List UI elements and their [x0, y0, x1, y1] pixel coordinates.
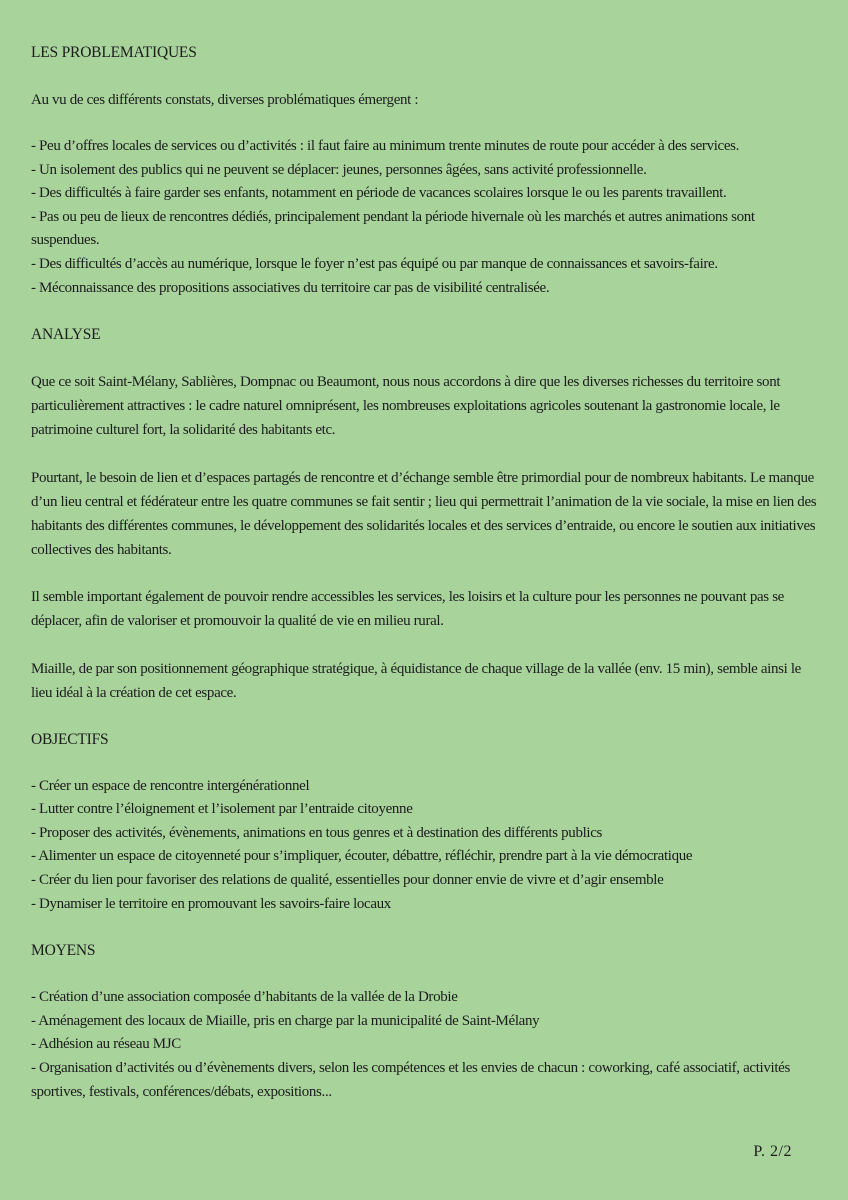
list-item: - Aménagement des locaux de Miaille, pris en charge par la municipalité de Saint-Mélany	[31, 1012, 540, 1029]
analyse-paragraph: Miaille, de par son positionnement géographique stratégique, à équidistance de chaque village de la vallée (env. 15 min), semble ainsi le lieu idéal à la création de cet espace.	[31, 660, 801, 701]
page-number: P. 2/2	[753, 1143, 792, 1160]
list-item: - Création d’une association composée d’habitants de la vallée de la Drobie	[31, 989, 458, 1006]
objectifs-list	[31, 775, 820, 917]
analyse-paragraph: Que ce soit Saint-Mélany, Sablières, Dompnac ou Beaumont, nous nous accordons à dire que les diverses richesses du territoire sont particulièrement attractives : le cadre naturel omniprésent, les nombreuses exploitations agricoles soutenant la gastronomie locale, le patrimoine culturel fort, la solidarité des habitants etc.	[31, 374, 781, 439]
list-item: - Un isolement des publics qui ne peuvent se déplacer: jeunes, personnes âgées, sans activité professionnelle.	[31, 161, 647, 178]
section-title-analyse: ANALYSE	[31, 326, 101, 344]
analyse-paragraph: Pourtant, le besoin de lien et d’espaces partagés de rencontre et d’échange semble être primordial pour de nombreux habitants. Le manque d’un lieu central et fédérateur entre les quatre communes se fait sentir ; lieu qui permettrait l’animation de la vie sociale, la mise en lien des habitants des différentes communes, le développement des solidarités locales et des services d’entraide, ou encore le soutien aux initiatives collectives des habitants.	[31, 469, 817, 558]
list-item: - Peu d’offres locales de services ou d’activités : il faut faire au minimum trente minutes de route pour accéder à des services.	[31, 138, 740, 154]
section-title-problematiques: LES PROBLEMATIQUES	[31, 44, 197, 61]
problematiques-intro: Au vu de ces différents constats, diverses problématiques émergent :	[31, 92, 419, 108]
list-item: - Créer du lien pour favoriser des relations de qualité, essentielles pour donner envie de vivre et d’agir ensemble	[31, 872, 664, 889]
list-item: - Des difficultés à faire garder ses enfants, notamment en période de vacances scolaires lorsque le ou les parents travaillent.	[31, 185, 727, 202]
problematiques-list	[31, 135, 820, 300]
moyens-list	[31, 986, 820, 1104]
list-item: - Alimenter un espace de citoyenneté pour s’impliquer, écouter, débattre, réfléchir, prendre part à la vie démocratique	[31, 848, 693, 865]
list-item: - Méconnaissance des propositions associatives du territoire car pas de visibilité centralisée.	[31, 279, 550, 296]
list-item: - Proposer des activités, évènements, animations en tous genres et à destination des différents publics	[31, 824, 603, 841]
list-item: - Pas ou peu de lieux de rencontres dédiés, principalement pendant la période hivernale où les marchés et autres animations sont suspendues.	[31, 208, 755, 249]
section-title-moyens: MOYENS	[31, 942, 96, 960]
list-item: - Lutter contre l’éloignement et l’isolement par l’entraide citoyenne	[31, 801, 413, 818]
list-item: - Dynamiser le territoire en promouvant les savoirs-faire locaux	[31, 895, 391, 912]
analyse-paragraph: Il semble important également de pouvoir rendre accessibles les services, les loisirs et la culture pour les personnes ne pouvant pas se déplacer, afin de valoriser et promouvoir la qualité de vie en milieu rural.	[31, 589, 784, 630]
list-item: - Créer un espace de rencontre intergénérationnel	[31, 777, 310, 794]
list-item: - Organisation d’activités ou d’évènements divers, selon les compétences et les envies de chacun : coworking, café associatif, activités sportives, festivals, conférences/débats, expositions...	[31, 1060, 790, 1100]
list-item: - Des difficultés d’accès au numérique, lorsque le foyer n’est pas équipé ou par manque de connaissances et savoirs-faire.	[31, 255, 718, 272]
section-title-objectifs: OBJECTIFS	[31, 730, 109, 748]
list-item: - Adhésion au réseau MJC	[31, 1036, 181, 1053]
